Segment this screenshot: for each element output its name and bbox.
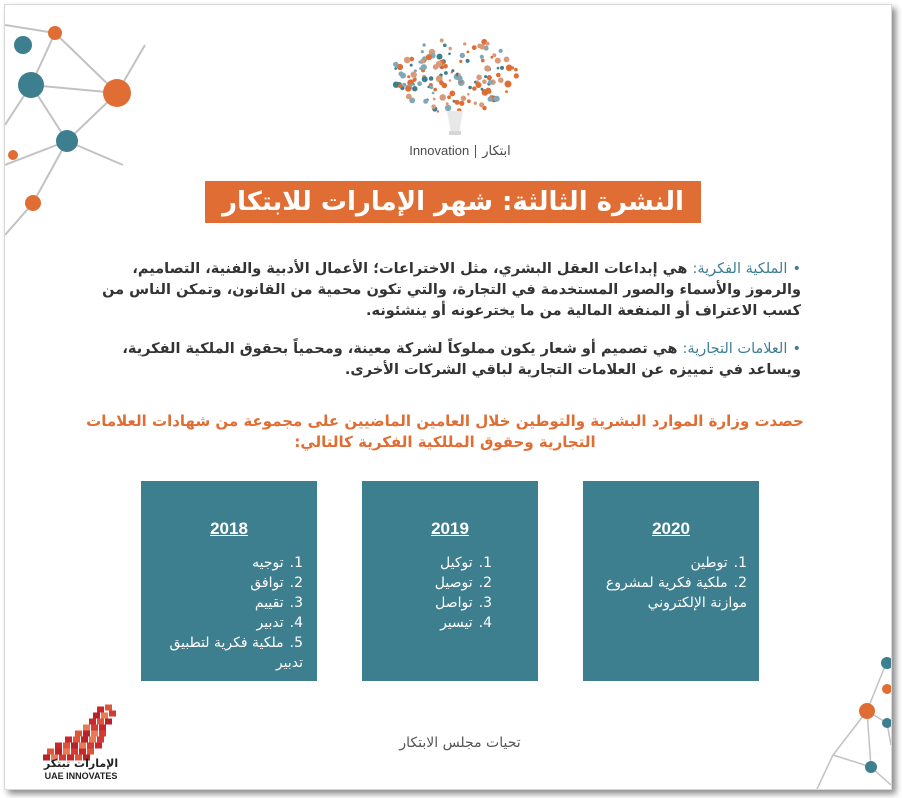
brain-dot xyxy=(481,59,485,63)
brain-dot xyxy=(449,79,452,82)
map-tile xyxy=(99,725,106,731)
map-tile xyxy=(97,719,104,725)
brain-dot xyxy=(482,79,487,84)
map-tile xyxy=(79,743,86,749)
definition-term: الملكية الفكرية: xyxy=(692,261,788,277)
map-tile xyxy=(71,749,78,755)
list-item: 1.توكيل xyxy=(440,555,492,571)
brain-dot xyxy=(444,71,448,75)
definition-text: هي إبداعات العقل البشري، مثل الاختراعات؛ الأعمال الأدبية والفنية، التصاميم، والرموز والأسماء والصور المستخدمة في التجارة، والتي تكون محمية من القانون، وتمكن الناس من كسب الاعتراف أو المنفعة المالية من ما يخترعونه أو ينشئونه. xyxy=(102,261,801,319)
brain-dot xyxy=(498,77,504,83)
brain-dot xyxy=(496,73,501,78)
brain-dot xyxy=(467,93,470,96)
definition-text: هي تصميم أو شعار يكون مملوكاً لشركة معينة، ومحمياً بحقوق الملكية الفكرية، ويساعد في تمييزه عن العلامات التجارية لباقي الشركات الأخرى. xyxy=(122,341,801,378)
brain-dot xyxy=(431,104,436,109)
brain-dot xyxy=(394,67,397,70)
brain-dot xyxy=(418,61,421,64)
brain-dot xyxy=(514,68,518,72)
year-card-2020 xyxy=(583,481,759,681)
brain-dot xyxy=(479,102,484,107)
brain-dot xyxy=(459,101,464,106)
innovation-logo-text xyxy=(345,143,575,159)
brain-dot xyxy=(427,86,429,88)
map-tile xyxy=(87,743,94,749)
definition-term: العلامات التجارية: xyxy=(682,341,788,357)
map-tile xyxy=(101,713,108,719)
brain-dot xyxy=(405,86,411,92)
map-tile xyxy=(105,705,112,711)
logo-latin: Innovation xyxy=(409,143,470,158)
brain-dot xyxy=(411,84,413,86)
brain-dot xyxy=(511,66,514,69)
brain-dot xyxy=(472,45,477,50)
network-node xyxy=(56,130,78,152)
brain-dot xyxy=(404,57,411,64)
brain-dot xyxy=(476,82,482,88)
map-tile xyxy=(63,749,70,755)
brain-dot xyxy=(402,83,406,87)
network-node xyxy=(881,657,891,669)
brain-dot xyxy=(443,44,447,48)
brain-dot xyxy=(426,54,432,60)
card-year: 2020 xyxy=(652,519,690,538)
network-node xyxy=(865,761,877,773)
brain-dot xyxy=(451,69,454,72)
list-item: 1.توجيه xyxy=(252,555,303,571)
brain-dot xyxy=(442,83,448,89)
brain-dot xyxy=(476,75,482,81)
map-tile xyxy=(89,719,96,725)
map-tile xyxy=(97,737,104,743)
brain-dot xyxy=(495,58,501,64)
map-tile xyxy=(79,749,86,755)
brain-dot xyxy=(449,91,455,97)
list-item: 2.ملكية فكرية لمشروع موازنة الإلكتروني xyxy=(605,575,747,611)
brain-dot xyxy=(466,59,470,63)
card-list xyxy=(583,553,759,613)
brain-dot xyxy=(429,76,434,81)
card-year: 2018 xyxy=(210,519,248,538)
brain-dot xyxy=(514,73,519,78)
map-tile xyxy=(97,707,104,713)
brain-dot xyxy=(459,60,462,63)
definition-bullet: • xyxy=(792,341,801,357)
logo-arabic: ابتكار xyxy=(482,143,511,158)
card-year: 2019 xyxy=(431,519,469,538)
year-card-2018 xyxy=(141,481,317,681)
brain-dot xyxy=(411,71,417,77)
brain-dot xyxy=(439,94,446,101)
brain-dot xyxy=(460,53,465,58)
map-tile xyxy=(47,749,54,755)
brain-dot xyxy=(417,81,422,86)
list-item: 3.تواصل xyxy=(435,595,492,611)
definition-bullet: • xyxy=(792,261,801,277)
network-node xyxy=(859,703,875,719)
brand-english: UAE INNOVATES xyxy=(44,771,118,781)
brain-dot xyxy=(421,64,427,70)
brain-dot xyxy=(481,88,484,91)
card-list xyxy=(362,553,538,633)
list-item: 2.توصيل xyxy=(434,575,492,591)
brain-dot xyxy=(398,84,402,88)
brain-dot xyxy=(421,50,424,53)
brain-dot xyxy=(484,65,490,71)
brain-dot xyxy=(467,51,470,54)
list-item: 1.توطين xyxy=(690,555,747,571)
brain-dot xyxy=(440,39,444,43)
map-tile xyxy=(91,725,98,731)
brain-dot xyxy=(437,54,443,60)
brain-dot xyxy=(487,75,492,80)
network-decoration-bottom-right xyxy=(811,645,891,789)
brain-dot xyxy=(448,53,451,56)
map-tile xyxy=(109,711,116,717)
brain-dot xyxy=(393,62,398,67)
map-tile xyxy=(83,725,90,731)
network-node xyxy=(14,36,32,54)
network-node xyxy=(25,195,41,211)
brain-dot xyxy=(445,105,451,111)
network-node xyxy=(18,72,44,98)
innovation-brain-logo xyxy=(385,33,525,143)
brain-dot xyxy=(449,47,452,50)
map-tile xyxy=(83,731,90,737)
brain-dot xyxy=(488,80,492,84)
network-node xyxy=(882,684,891,694)
brain-dot xyxy=(505,81,512,88)
brain-dot xyxy=(472,86,476,90)
brain-dot xyxy=(433,98,436,101)
brain-dot xyxy=(504,57,510,63)
list-item: 4.تدبير xyxy=(256,615,303,631)
brain-dot xyxy=(399,71,404,76)
logo-divider xyxy=(475,145,476,158)
newsletter-page xyxy=(4,4,892,790)
brain-dot xyxy=(432,92,435,95)
brain-dot xyxy=(406,94,412,100)
brain-dot xyxy=(484,75,487,78)
year-card-2019 xyxy=(362,481,538,681)
list-item: 2.توافق xyxy=(250,575,303,591)
brain-dot xyxy=(423,99,428,104)
brain-dot xyxy=(461,96,467,102)
brain-dot xyxy=(505,90,508,93)
brain-dot xyxy=(485,42,489,46)
map-tile xyxy=(99,731,106,737)
brain-dot xyxy=(468,86,472,90)
brain-dot xyxy=(474,102,477,105)
brain-dot xyxy=(480,55,484,59)
brain-dot xyxy=(407,75,410,78)
list-item: 4.تيسير xyxy=(440,615,492,631)
definition-trademarks xyxy=(81,339,801,381)
map-tile xyxy=(93,713,100,719)
brain-dot xyxy=(422,76,428,82)
map-tile xyxy=(91,731,98,737)
network-node xyxy=(103,79,131,107)
brain-dot xyxy=(494,96,500,102)
brain-dot xyxy=(492,53,496,57)
map-tile xyxy=(65,737,72,743)
brain-dot xyxy=(446,102,449,105)
brain-dot xyxy=(458,73,461,76)
map-tile xyxy=(95,743,102,749)
brain-dot xyxy=(410,64,413,67)
brain-dot xyxy=(500,66,504,70)
footer-greeting: تحيات مجلس الابتكار xyxy=(399,735,521,751)
list-item: 3.تقييم xyxy=(254,595,303,611)
map-tile xyxy=(63,743,70,749)
network-node xyxy=(8,150,18,160)
brain-dot xyxy=(488,97,493,102)
network-node xyxy=(48,26,62,40)
brain-dot xyxy=(463,42,466,45)
map-tile xyxy=(87,749,94,755)
brain-dot xyxy=(485,88,491,94)
brain-dot xyxy=(413,78,417,82)
list-item: 5.ملكية فكرية لتطبيق تدبير xyxy=(169,635,303,671)
brain-dot xyxy=(499,49,503,53)
brain-dot xyxy=(422,43,425,46)
brain-dot xyxy=(430,85,434,89)
brain-dot xyxy=(437,110,439,112)
brain-dot xyxy=(447,95,451,99)
page-title: النشرة الثالثة: شهر الإمارات للابتكار xyxy=(205,181,701,223)
map-tile xyxy=(89,737,96,743)
card-list xyxy=(141,553,317,673)
brand-arabic: الإمارات تبتكر xyxy=(43,757,119,770)
network-decoration-top-left xyxy=(5,5,155,245)
brain-dot xyxy=(433,88,437,92)
brain-dot xyxy=(412,86,417,91)
map-tile xyxy=(105,719,112,725)
brain-dot xyxy=(436,61,443,68)
brain-dot xyxy=(480,44,486,50)
map-tile xyxy=(55,749,62,755)
brain-dot xyxy=(497,67,500,70)
brain-dot xyxy=(454,100,457,103)
map-tile xyxy=(71,743,78,749)
definition-intellectual-property xyxy=(81,259,801,322)
certificates-intro: حصدت وزارة الموارد البشرية والتوطين خلال العامين الماضيين على مجموعة من شهادات العلامات التجارية وحقوق المللكية الفكرية كالتالي: xyxy=(86,412,804,451)
brain-dot xyxy=(467,99,471,103)
map-tile xyxy=(81,737,88,743)
network-node xyxy=(882,718,891,728)
map-tile xyxy=(73,737,80,743)
map-tile xyxy=(75,731,82,737)
map-tile xyxy=(55,743,62,749)
